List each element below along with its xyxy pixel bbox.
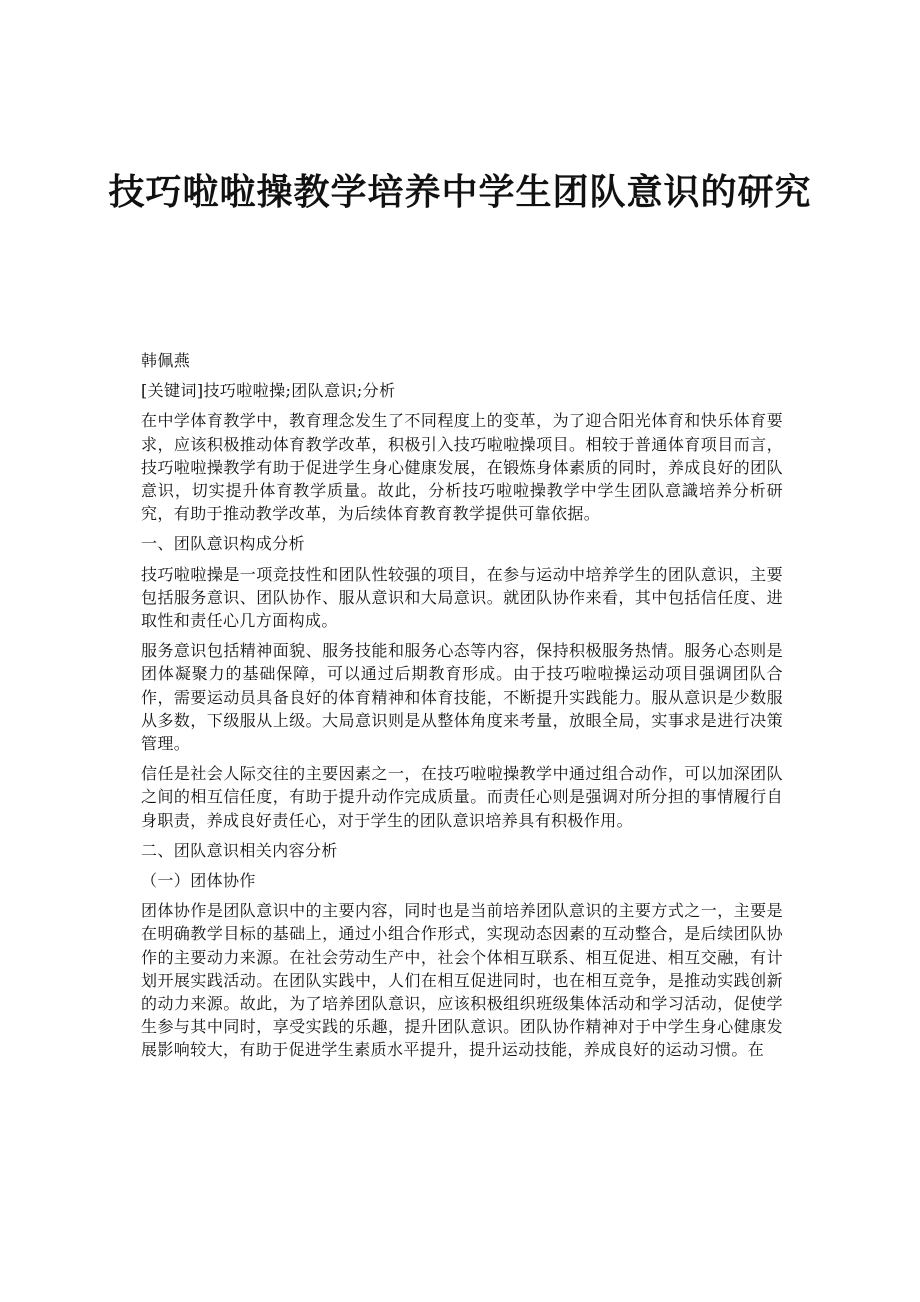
paragraph: 技巧啦啦操是一项竞技性和团队性较强的项目，在参与运动中培养学生的团队意识，主要包括服务意识、团队协作、服从意识和大局意识。就团队协作来看，其中包括信任度、进取性和责任心几方面构成。 <box>141 564 783 631</box>
author-line: 韩佩燕 <box>141 351 191 370</box>
document-body <box>141 349 783 1069</box>
paragraph: 团体协作是团队意识中的主要内容，同时也是当前培养团队意识的主要方式之一，主要是在明确教学目标的基础上，通过小组合作形式，实现动态因素的互动整合，是后续团队协作的主要动力来源。在社会劳动生产中，社会个体相互联系、相互促进、相互交融，有计划开展实践活动。在团队实践中，人们在相互促进同时，也在相互竞争，是推动实践创新的动力来源。故此，为了培养团队意识，应该积极组织班级集体活动和学习活动，促使学生参与其中同时，享受实践的乐趣，提升团队意识。团队协作精神对于中学生身心健康发展影响较大，有助于促进学生素质水平提升，提升运动技能，养成良好的运动习惯。在 <box>141 901 783 1060</box>
document-title: 技巧啦啦操教学培养中学生团队意识的研究 <box>108 171 812 213</box>
section-heading-1: 一、团队意识构成分析 <box>141 534 306 554</box>
subsection-heading: （一）团体协作 <box>141 871 256 891</box>
keywords-line: [关键词]技巧啦啦操;团队意识;分析 <box>141 381 396 401</box>
paragraph: 信任是社会人际交往的主要因素之一，在技巧啦啦操教学中通过组合动作，可以加深团队之间的相互信任度，有助于提升动作完成质量。而责任心则是强调对所分担的事情履行自身职责，养成良好责任心，对于学生的团队意识培养具有积极作用。 <box>141 764 783 830</box>
paragraph-intro: 在中学体育教学中，教育理念发生了不同程度上的变革，为了迎合阳光体育和快乐体育要求，应该积极推动体育教学改革，积极引入技巧啦啦操项目。相较于普通体育项目而言，技巧啦啦操教学有助于促进学生身心健康发展，在锻炼身体素质的同时，养成良好的团队意识，切实提升体育教学质量。故此，分析技巧啦啦操教学中学生团队意識培养分析研究，有助于推动教学改革，为后续体育教育教学提供可靠依据。 <box>141 411 783 524</box>
section-heading-2: 二、团队意识相关内容分析 <box>141 840 338 860</box>
paragraph: 服务意识包括精神面貌、服务技能和服务心态等内容，保持积极服务热情。服务心态则是团体凝聚力的基础保障，可以通过后期教育形成。由于技巧啦啦操运动项目强调团队合作，需要运动员具备良好的体育精神和体育技能，不断提升实践能力。服从意识是少数服从多数，下级服从上级。大局意识则是从整体角度来考量，放眼全局，实事求是进行决策管理。 <box>141 641 783 754</box>
